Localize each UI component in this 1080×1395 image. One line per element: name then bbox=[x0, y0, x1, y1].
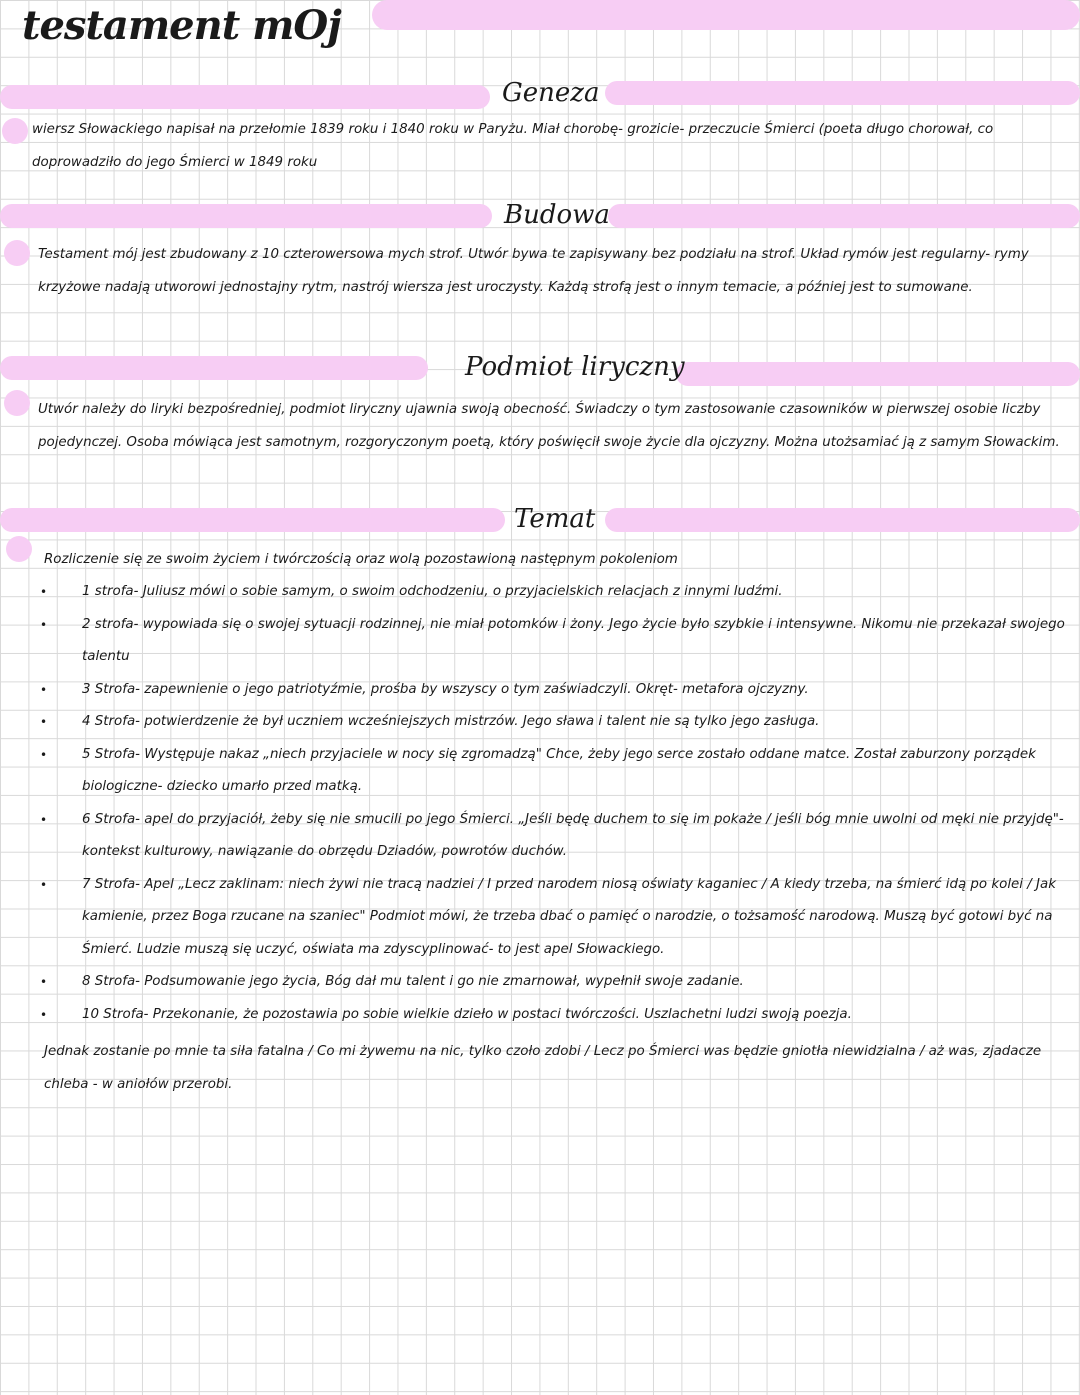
list-item-strofa-1: • 1 strofa- Juliusz mówi o sobie samym, o swoim odchodzeniu, o przyjacielskich relacjach z innymi ludźmi. bbox=[38, 576, 1068, 609]
temat-bullet-dot bbox=[6, 536, 32, 562]
temat-closing-quote: Jednak zostanie po mnie ta siła fatalna / Co mi żywemu na nic, tylko czoło zdobi / Lecz po Śmierci was będzie gniotła niewidzialna / aż was, zjadacze chleba - w aniołów przerobi. bbox=[44, 1044, 1042, 1092]
temat-strofy-list bbox=[38, 576, 1068, 1031]
temat-intro: Rozliczenie się ze swoim życiem i twórczością oraz wolą pozostawioną następnym pokoleniom bbox=[44, 552, 678, 567]
budowa-heading: Budowa bbox=[504, 200, 610, 230]
geneza-highlight-left bbox=[0, 85, 490, 109]
title-highlight bbox=[372, 0, 1080, 30]
podmiot-highlight-left bbox=[0, 356, 428, 380]
podmiot-highlight-right bbox=[676, 362, 1080, 386]
temat-highlight-left bbox=[0, 508, 505, 532]
budowa-text: Testament mój jest zbudowany z 10 czterowersowa mych strof. Utwór bywa te zapisywany bez podziału na strof. Układ rymów jest regularny- rymy krzyżowe nadają utworowi jednostajny rytm, nastrój wiersza jest uroczysty. Każdą strofą jest o innym temacie, a później jest to sumowane. bbox=[38, 247, 1029, 295]
geneza-bullet-dot bbox=[2, 118, 28, 144]
temat-heading: Temat bbox=[514, 504, 596, 534]
podmiot-text: Utwór należy do liryki bezpośredniej, podmiot liryczny ujawnia swoją obecność. Świadczy o tym zastosowanie czasowników w pierwszej osobie liczby pojedynczej. Osoba mówiąca jest samotnym, rozgoryczonym poetą, który poświęcił swoje życie dla ojczyzny. Można utożsamiać ją z samym Słowackim. bbox=[38, 402, 1060, 450]
list-item-strofa-8: • 8 Strofa- Podsumowanie jego życia, Bóg dał mu talent i go nie zmarnował, wypełnił swoje zadanie. bbox=[38, 966, 1068, 999]
budowa-highlight-right bbox=[608, 204, 1080, 228]
geneza-heading: Geneza bbox=[502, 78, 600, 108]
podmiot-heading: Podmiot liryczny bbox=[465, 352, 685, 382]
list-item-strofa-10: • 10 Strofa- Przekonanie, że pozostawia po sobie wielkie dzieło w postaci twórczości. Uszlachetni ludzi swoją poezja. bbox=[38, 999, 1068, 1032]
budowa-bullet-dot bbox=[4, 240, 30, 266]
list-item-strofa-5: • 5 Strofa- Występuje nakaz „niech przyjaciele w nocy się zgromadzą" Chce, żeby jego serce zostało oddane matce. Został zaburzony porządek biologiczne- dziecko umarło przed matką. bbox=[38, 739, 1068, 804]
list-item-strofa-7: • 7 Strofa- Apel „Lecz zaklinam: niech żywi nie tracą nadziei / I przed narodem niosą oświaty kaganiec / A kiedy trzeba, na śmierć idą po kolei / Jak kamienie, przez Boga rzucane na szaniec" Podmiot mówi, że trzeba dbać o pamięć o narodzie, o tożsamość narodową. Muszą być gotowi być na Śmierć. Ludzie muszą się uczyć, oświata ma zdyscyplinować- to jest apel Słowackiego. bbox=[38, 869, 1068, 967]
list-item-strofa-4: • 4 Strofa- potwierdzenie że był uczniem wcześniejszych mistrzów. Jego sława i talent nie są tylko jego zasługa. bbox=[38, 706, 1068, 739]
list-item-strofa-6: • 6 Strofa- apel do przyjaciół, żeby się nie smucili po jego Śmierci. „Jeśli będę duchem to się im pokaże / jeśli bóg mnie uwolni od męki nie przyjdę"- kontekst kulturowy, nawiązanie do obrzędu Dziadów, powrotów duchów. bbox=[38, 804, 1068, 869]
podmiot-bullet-dot bbox=[4, 390, 30, 416]
list-item-strofa-3: • 3 Strofa- zapewnienie o jego patriotyźmie, prośba by wszyscy o tym zaświadczyli. Okręt- metafora ojczyzny. bbox=[38, 674, 1068, 707]
budowa-highlight-left bbox=[0, 204, 492, 228]
geneza-highlight-right bbox=[605, 81, 1080, 105]
temat-highlight-right bbox=[605, 508, 1080, 532]
geneza-text: wiersz Słowackiego napisał na przełomie 1839 roku i 1840 roku w Paryżu. Miał chorobę- grozicie- przeczucie Śmierci (poeta długo chorował, co doprowadziło do jego Śmierci w 1849 roku bbox=[32, 122, 994, 170]
list-item-strofa-2: • 2 strofa- wypowiada się o swojej sytuacji rodzinnej, nie miał potomków i żony. Jego życie było szybkie i intensywne. Nikomu nie przekazał swojego talentu bbox=[38, 609, 1068, 674]
page-title: testament mOj bbox=[22, 2, 341, 49]
